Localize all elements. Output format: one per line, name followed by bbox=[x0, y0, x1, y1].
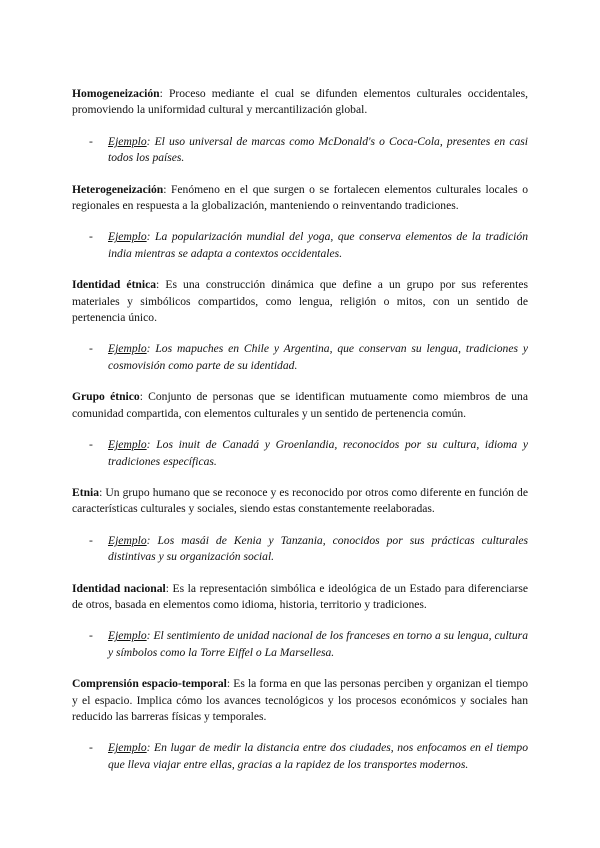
definition-paragraph bbox=[72, 389, 528, 422]
example-label: Ejemplo bbox=[108, 741, 147, 755]
glossary-entry-identidad-nacional bbox=[72, 581, 528, 662]
dash-bullet-icon: - bbox=[89, 741, 93, 755]
glossary-entry-etnia bbox=[72, 485, 528, 566]
term-heading: Heterogeneización bbox=[72, 182, 164, 196]
dash-bullet-icon: - bbox=[89, 533, 93, 547]
example-bullet bbox=[72, 341, 528, 374]
example-text: : El sentimiento de unidad nacional de los franceses en torno a su lengua, cultura y símbolos como la Torre Eiffel o La Marsellesa. bbox=[108, 629, 528, 659]
example-bullet bbox=[72, 740, 528, 773]
term-heading: Homogeneización bbox=[72, 87, 160, 100]
definition-paragraph bbox=[72, 86, 528, 119]
example-label: Ejemplo bbox=[108, 438, 147, 452]
example-bullet bbox=[72, 533, 528, 566]
glossary-entry-grupo-etnico bbox=[72, 389, 528, 470]
example-bullet bbox=[72, 437, 528, 470]
definition-text: : Proceso mediante el cual se difunden elementos culturales occidentales, promoviendo la uniformidad cultural y mercantilización global. bbox=[72, 87, 528, 117]
glossary-entry-identidad-etnica bbox=[72, 277, 528, 374]
definition-text: : Es la forma en que las personas perciben y organizan el tiempo y el espacio. Implica cómo los avances tecnológicos y los procesos económicos y sociales han reducido las barreras físicas y temporales. bbox=[72, 677, 529, 723]
term-heading: Grupo étnico bbox=[72, 390, 140, 404]
term-heading: Identidad étnica bbox=[72, 278, 157, 292]
term-heading: Comprensión espacio-temporal bbox=[72, 677, 227, 691]
definition-text: : Es la representación simbólica e ideológica de un Estado para diferenciarse de otros, basada en elementos como idioma, historia, territorio y tradiciones. bbox=[72, 581, 528, 611]
example-label: Ejemplo bbox=[108, 230, 147, 244]
example-label: Ejemplo bbox=[108, 629, 147, 643]
definition-paragraph bbox=[72, 277, 528, 326]
glossary-entry-homogeneizacion bbox=[72, 86, 528, 167]
definition-paragraph bbox=[72, 485, 528, 518]
definition-text: : Fenómeno en el que surgen o se fortalecen elementos culturales locales o regionales en respuesta a la globalización, manteniendo o reinventando tradiciones. bbox=[72, 182, 528, 213]
definition-text: : Es una construcción dinámica que define a un grupo por sus referentes materiales y simbólicos compartidos, como lengua, religión o mitos, con un sentido de pertenencia único. bbox=[72, 278, 528, 325]
example-text: : Los inuit de Canadá y Groenlandia, reconocidos por su cultura, idioma y tradiciones específicas. bbox=[108, 438, 528, 468]
example-bullet bbox=[72, 628, 528, 661]
example-label: Ejemplo bbox=[108, 134, 147, 148]
dash-bullet-icon: - bbox=[89, 230, 93, 244]
definition-text: : Conjunto de personas que se identifican mutuamente como miembros de una comunidad compartida, con elementos culturales y un sentido de pertenencia común. bbox=[72, 390, 528, 420]
example-label: Ejemplo bbox=[108, 533, 147, 547]
example-label: Ejemplo bbox=[108, 342, 147, 356]
document-page bbox=[72, 86, 528, 773]
dash-bullet-icon: - bbox=[89, 134, 93, 148]
term-heading: Etnia bbox=[72, 485, 100, 499]
dash-bullet-icon: - bbox=[89, 342, 93, 356]
example-text: : Los mapuches en Chile y Argentina, que conservan su lengua, tradiciones y cosmovisión como parte de su identidad. bbox=[108, 342, 528, 372]
term-heading: Identidad nacional bbox=[72, 581, 166, 595]
example-text: : El uso universal de marcas como McDonald's o Coca-Cola, presentes en casi todos los países. bbox=[108, 134, 528, 165]
example-text: : La popularización mundial del yoga, que conserva elementos de la tradición india mientras se adapta a contextos occidentales. bbox=[108, 230, 528, 260]
example-text: : Los masái de Kenia y Tanzania, conocidos por sus prácticas culturales distintivas y su organización social. bbox=[108, 533, 528, 564]
glossary-entry-heterogeneizacion bbox=[72, 182, 528, 263]
definition-paragraph bbox=[72, 676, 528, 725]
definition-paragraph bbox=[72, 581, 528, 614]
definition-paragraph bbox=[72, 182, 528, 215]
dash-bullet-icon: - bbox=[89, 629, 93, 643]
dash-bullet-icon: - bbox=[89, 438, 93, 452]
definition-text: : Un grupo humano que se reconoce y es reconocido por otros como diferente en función de características culturales y sociales, siendo estas constantemente reelaboradas. bbox=[72, 485, 528, 516]
example-text: : En lugar de medir la distancia entre dos ciudades, nos enfocamos en el tiempo que lleva viajar entre ellas, gracias a la rapidez de los transportes modernos. bbox=[108, 741, 528, 771]
glossary-entry-comprension-espacio-temporal bbox=[72, 676, 528, 773]
example-bullet bbox=[72, 229, 528, 262]
example-bullet bbox=[72, 134, 528, 167]
